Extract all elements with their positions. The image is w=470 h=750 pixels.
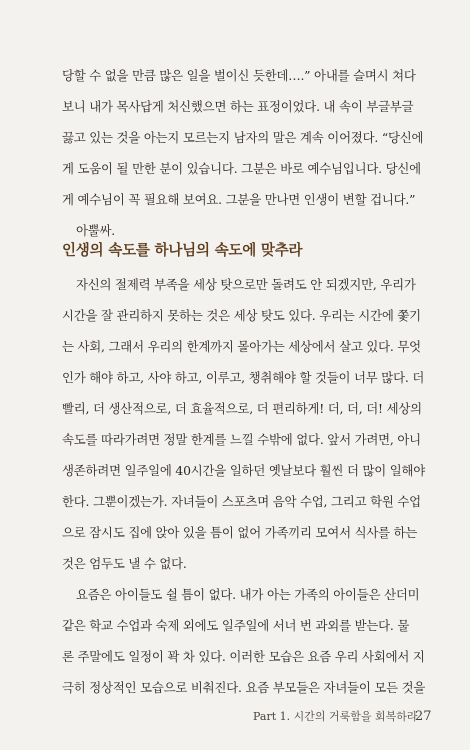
text-line: 한다. 그뿐이겠는가. 자녀들이 스포츠며 음악 수업, 그리고 학원 수업 bbox=[62, 494, 421, 509]
text-line: 게 도움이 될 만한 분이 있습니다. 그분은 바로 예수님입니다. 당신에 bbox=[62, 161, 421, 176]
text-line: 것은 엄두도 낼 수 없다. bbox=[62, 556, 187, 571]
section-heading: 인생의 속도를 하나님의 속도에 맞추라 bbox=[62, 243, 303, 259]
section-paragraph-1 bbox=[62, 269, 432, 579]
section-paragraph-2 bbox=[62, 579, 432, 703]
page-number: 27 bbox=[415, 709, 432, 724]
text-line: 요즘은 아이들도 쉴 틈이 없다. 내가 아는 가족의 아이들은 산더미 bbox=[76, 587, 420, 602]
text-line: 빨리, 더 생산적으로, 더 효율적으로, 더 편리하게! 더, 더, 더! 세상의 bbox=[62, 401, 422, 416]
page-footer bbox=[0, 707, 470, 727]
running-footer-label: Part 1. 시간의 거룩함을 회복하라 bbox=[253, 710, 418, 723]
text-line: 생존하려면 일주일에 40시간을 일하던 옛날보다 훨씬 더 많이 일해야 bbox=[62, 463, 426, 478]
text-line: 보니 내가 목사답게 처신했으면 하는 표정이었다. 내 속이 부글부글 bbox=[62, 99, 414, 114]
text-line: 속도를 따라가려면 정말 한계를 느낄 수밖에 없다. 앞서 가려면, 아니 bbox=[62, 432, 421, 447]
text-line: 인가 해야 하고, 사야 하고, 이루고, 챙취해야 할 것들이 너무 많다. 더 bbox=[62, 370, 425, 385]
text-line: 게 예수님이 꼭 필요해 보여요. 그분을 만나면 인생이 변할 겁니다.” bbox=[62, 192, 416, 207]
text-line: 같은 학교 수업과 숙제 외에도 일주일에 서너 번 과외를 받는다. 물 bbox=[62, 618, 410, 633]
text-line: 시간을 잘 관리하지 못하는 것은 세상 탓도 있다. 우리는 시간에 쫓기 bbox=[62, 308, 421, 323]
intro-paragraph bbox=[62, 60, 432, 246]
text-line: 극히 정상적인 모습으로 비춰진다. 요즘 부모들은 자녀들이 모든 것을 bbox=[62, 680, 426, 695]
text-line: 으로 잠시도 집에 앉아 있을 틈이 없어 가족끼리 모여서 식사를 하는 bbox=[62, 525, 418, 540]
text-line: 당할 수 없을 만큼 많은 일을 벌이신 듯한데….” 아내를 슬며시 쳐다 bbox=[62, 68, 416, 83]
text-line: 자신의 절제력 부족을 세상 탓으로만 돌려도 안 되겠지만, 우리가 bbox=[76, 277, 416, 292]
text-line: 는 사회, 그래서 우리의 한계까지 몰아가는 세상에서 살고 있다. 무엇 bbox=[62, 339, 421, 354]
exclamation-line: 아뿔싸. bbox=[76, 223, 116, 238]
text-line: 끓고 있는 것을 아는지 모르는지 남자의 말은 계속 이어졌다. “당신에 bbox=[62, 130, 424, 145]
text-line: 론 주말에도 일정이 꽉 차 있다. 이러한 모습은 요즘 우리 사회에서 지 bbox=[62, 649, 425, 664]
